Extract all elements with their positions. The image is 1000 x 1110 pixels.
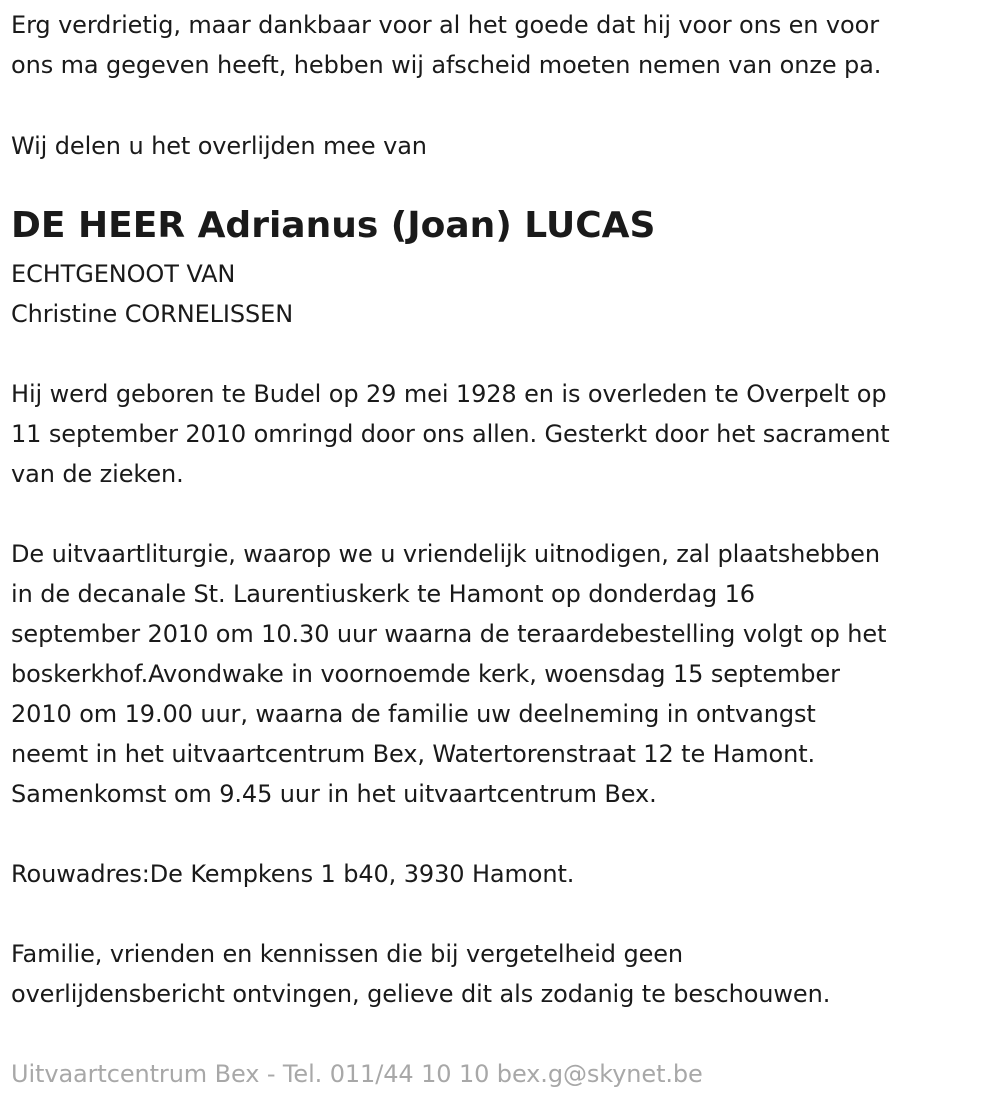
spouse-name: Christine CORNELISSEN [11, 300, 294, 328]
spouse-title: ECHTGENOOT VAN [11, 260, 236, 288]
deceased-name-heading: DE HEER Adrianus (Joan) LUCAS [11, 205, 656, 246]
notice-paragraph: Familie, vrienden en kennissen die bij vergetelheid geen overlijdensbericht ontvingen, gelieve dit als zodanig te beschouwen. [11, 940, 831, 1008]
announcement-line: Wij delen u het overlijden mee van [11, 132, 427, 160]
mourning-address: Rouwadres:De Kempkens 1 b40, 3930 Hamont. [11, 860, 575, 888]
intro-paragraph: Erg verdrietig, maar dankbaar voor al het goede dat hij voor ons en voor ons ma gegeven heeft, hebben wij afscheid moeten nemen van onze pa. [11, 11, 882, 79]
birth-death-paragraph: Hij werd geboren te Budel op 29 mei 1928 en is overleden te Overpelt op 11 september 2010 omringd door ons allen. Gesterkt door het sacrament van de zieken. [11, 380, 890, 488]
funeral-home-footer: Uitvaartcentrum Bex - Tel. 011/44 10 10 bex.g@skynet.be [11, 1060, 703, 1088]
funeral-details-paragraph: De uitvaartliturgie, waarop we u vriendelijk uitnodigen, zal plaatshebben in de decanale St. Laurentiuskerk te Hamont op donderdag 16 september 2010 om 10.30 uur waarna de teraardebestelling volgt op het boskerkhof.Avondwake in voornoemde kerk, woensdag 15 september 2010 om 19.00 uur, waarna de familie uw deelneming in ontvangst neemt in het uitvaartcentrum Bex, Watertorenstraat 12 te Hamont. Samenkomst om 9.45 uur in het uitvaartcentrum Bex. [11, 540, 887, 808]
